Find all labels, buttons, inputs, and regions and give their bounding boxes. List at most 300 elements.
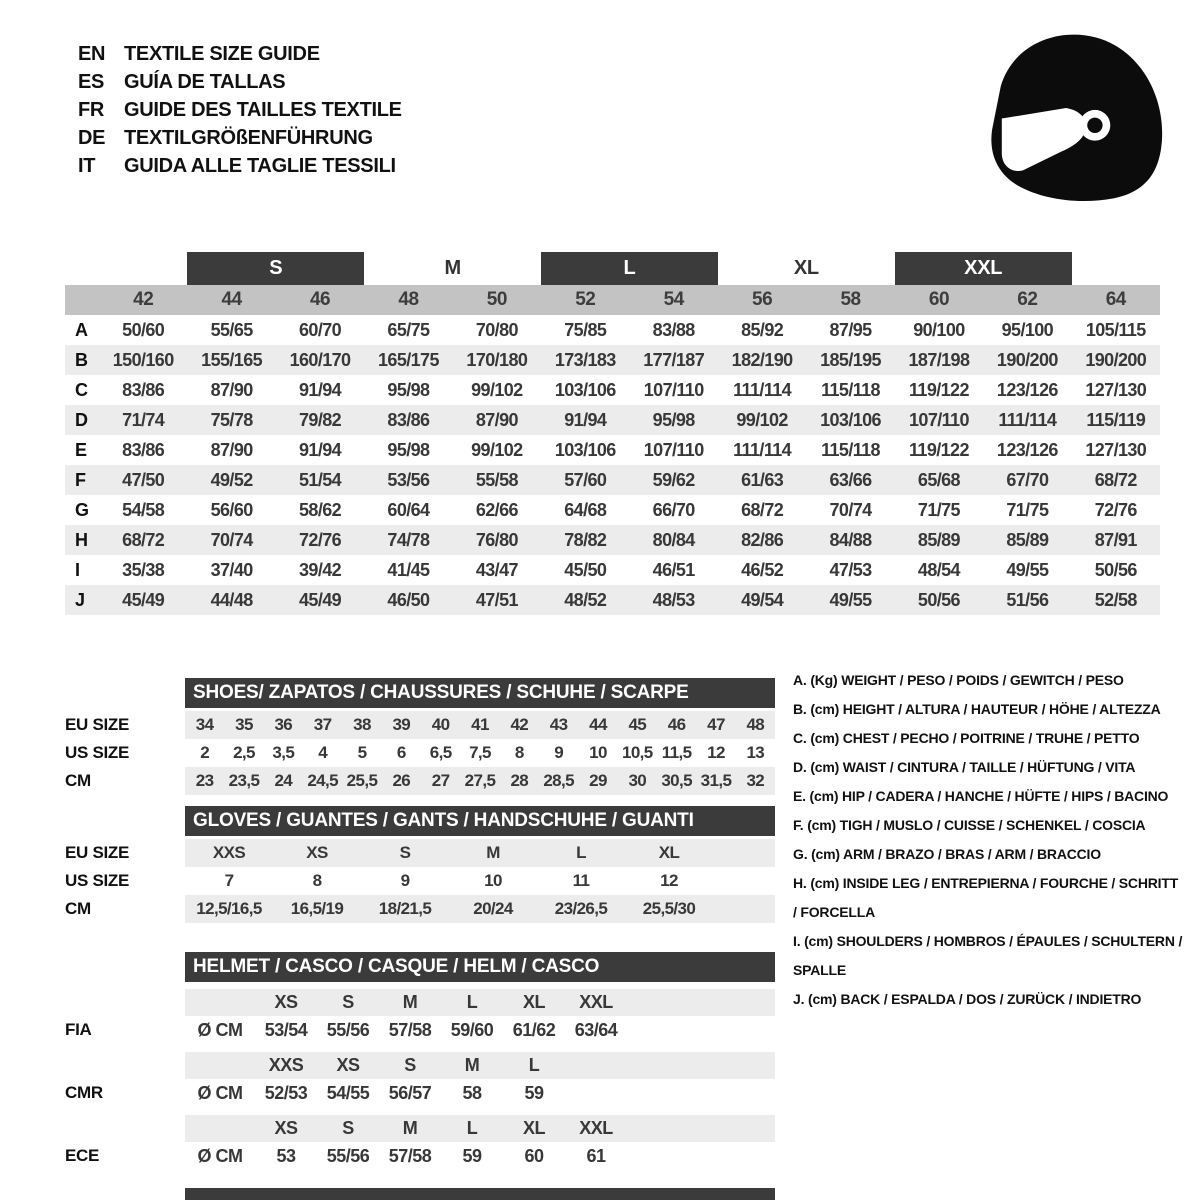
value-cell: 40 <box>431 715 450 734</box>
helmet-value-row <box>65 1016 775 1044</box>
size-value-cell: 50/56 <box>917 589 960 610</box>
value-cell: 8 <box>312 871 322 890</box>
helmet-size-header-row <box>65 989 775 1016</box>
size-value-cell: 47/51 <box>475 589 518 610</box>
size-value-cell: 71/75 <box>917 499 960 520</box>
helmet-standard-group <box>65 989 775 1044</box>
size-value-cell: 87/90 <box>210 379 253 400</box>
shoes-header <box>65 678 775 708</box>
size-value-cell: 103/106 <box>820 409 881 430</box>
size-value-cell: 51/54 <box>299 469 342 490</box>
legend-unit: (cm) <box>810 759 840 775</box>
size-value-cell: 55/65 <box>210 319 253 340</box>
legend-item <box>793 811 1183 840</box>
size-value-cell: 115/119 <box>1086 409 1146 430</box>
measure-letter: E <box>75 439 88 460</box>
size-column-header: 56 <box>752 289 773 310</box>
size-value-cell: 127/130 <box>1085 379 1147 400</box>
size-value-cell: 107/110 <box>643 439 704 460</box>
racing-helmet-icon <box>973 28 1165 211</box>
value-cell: 34 <box>195 715 214 734</box>
helmet-size-headers <box>185 1115 775 1142</box>
value-cell: 25,5 <box>346 771 378 790</box>
size-value-cell: 48/53 <box>652 589 695 610</box>
gloves-title-bar: GLOVES / GUANTES / GANTS / HANDSCHUHE / GUANTI <box>185 806 775 836</box>
size-group-s: S <box>187 252 364 285</box>
legend-text: WAIST / CINTURA / TAILLE / HÜFTUNG / VITA <box>842 759 1136 775</box>
size-value-cell: 91/94 <box>299 439 342 460</box>
legend-key: G. <box>793 846 808 862</box>
value-cell: 55/56 <box>326 1019 370 1040</box>
value-cell: 47 <box>707 715 725 734</box>
size-column-header: 60 <box>928 289 950 310</box>
size-value-cell: 103/106 <box>554 439 616 460</box>
helmet-size-headers <box>185 1052 775 1079</box>
size-value-cell: 48/52 <box>564 589 607 610</box>
size-value-cell: 182/190 <box>731 349 793 370</box>
helmet-size-header: XL <box>522 992 545 1012</box>
value-cell: 10 <box>484 871 502 890</box>
value-cell: M <box>486 843 500 862</box>
unit-label: Ø CM <box>197 1082 243 1103</box>
helmet-size-header: L <box>466 992 478 1012</box>
language-row <box>78 152 402 180</box>
legend-item <box>793 666 1183 695</box>
size-value-cell: 173/183 <box>554 349 616 370</box>
value-cell: 36 <box>274 715 293 734</box>
value-cell: 23,5 <box>228 771 260 790</box>
size-value-cell: 103/106 <box>554 379 616 400</box>
row-label: EU SIZE <box>65 715 130 734</box>
legend-item <box>793 840 1183 869</box>
size-value-cell: 68/72 <box>1094 469 1137 490</box>
size-value-cell: 119/122 <box>909 379 969 400</box>
helmet-standard-group <box>65 1115 775 1170</box>
size-table-row <box>65 345 1160 375</box>
size-value-cell: 50/60 <box>122 319 165 340</box>
size-value-cell: 65/75 <box>387 319 430 340</box>
legend-text: SHOULDERS / HOMBROS / ÉPAULES / SCHULTERN / SPALLE <box>793 933 1183 978</box>
size-value-cell: 60/64 <box>387 499 430 520</box>
size-value-cell: 44/48 <box>210 589 253 610</box>
legend-unit: (cm) <box>810 730 840 746</box>
legend-unit: (cm) <box>809 788 839 804</box>
size-group-xxl: XXL <box>895 252 1072 285</box>
helmet-values <box>185 1016 775 1044</box>
standard-label-spacer <box>65 1052 185 1079</box>
helmet-size-header: L <box>528 1055 540 1075</box>
size-value-cell: 99/102 <box>736 409 788 430</box>
size-table-row <box>65 525 1160 555</box>
standard-label-spacer <box>65 1115 185 1142</box>
value-cell: 52/53 <box>264 1082 308 1103</box>
helmet-size-header: L <box>466 1118 478 1138</box>
shoes-section <box>65 678 775 795</box>
standard-label-spacer <box>65 989 185 1016</box>
helmet-size-header: XXL <box>579 992 613 1012</box>
value-cell: 24,5 <box>307 771 338 790</box>
value-cell: 53 <box>276 1145 296 1166</box>
size-value-cell: 111/114 <box>998 409 1057 430</box>
legend-unit: (cm) <box>810 875 840 891</box>
size-value-cell: 74/78 <box>387 529 430 550</box>
legend-unit: (Kg) <box>810 672 838 688</box>
size-value-cell: 155/165 <box>201 349 263 370</box>
size-value-cell: 55/58 <box>475 469 518 490</box>
size-value-cell: 83/86 <box>122 439 165 460</box>
size-value-cell: 85/92 <box>741 319 784 340</box>
row-label: CM <box>65 771 91 790</box>
size-column-header: 44 <box>221 289 242 310</box>
value-cell: 28,5 <box>543 771 574 790</box>
size-value-cell: 37/40 <box>210 559 253 580</box>
legend-key: A. <box>793 672 807 688</box>
size-value-cell: 66/70 <box>652 499 695 520</box>
size-column-header: 62 <box>1017 289 1038 310</box>
size-value-cell: 68/72 <box>122 529 165 550</box>
size-value-cell: 71/75 <box>1006 499 1049 520</box>
value-cell: S <box>399 843 411 862</box>
size-column-header: 46 <box>309 289 331 310</box>
size-value-cell: 63/66 <box>829 469 872 490</box>
row-values <box>185 839 775 867</box>
size-group-m: M <box>444 257 461 279</box>
size-value-cell: 85/89 <box>1006 529 1049 550</box>
size-group-l: L <box>541 252 718 285</box>
header-corner-cell <box>65 285 99 315</box>
value-cell: 58 <box>462 1082 482 1103</box>
size-value-cell: 127/130 <box>1085 439 1147 460</box>
textile-size-table <box>65 252 1160 615</box>
size-value-cell: 83/86 <box>122 379 165 400</box>
size-value-cell: 99/102 <box>471 439 523 460</box>
value-cell: 41 <box>471 715 489 734</box>
language-code: IT <box>78 154 96 177</box>
bottom-partial-bar <box>185 1188 775 1200</box>
size-value-cell: 58/62 <box>299 499 342 520</box>
row-values <box>185 711 775 739</box>
value-cell: 30,5 <box>661 771 692 790</box>
size-value-cell: 95/98 <box>652 409 695 430</box>
legend-key: I. <box>793 933 801 949</box>
size-value-cell: 45/50 <box>564 559 607 580</box>
helmet-size-header: XS <box>274 1118 298 1138</box>
gloves-row <box>65 839 775 867</box>
size-value-cell: 75/78 <box>210 409 253 430</box>
size-value-cell: 123/126 <box>996 439 1058 460</box>
row-label: US SIZE <box>65 871 130 890</box>
value-cell: 60 <box>524 1145 544 1166</box>
value-cell: 29 <box>589 771 607 790</box>
legend-text: HEIGHT / ALTURA / HAUTEUR / HÖHE / ALTEZZA <box>842 701 1161 717</box>
helmet-size-header: S <box>404 1055 416 1075</box>
unit-spacer <box>185 1115 255 1142</box>
size-value-cell: 177/187 <box>643 349 705 370</box>
value-cell: 28 <box>510 771 529 790</box>
size-column-header-row <box>65 285 1160 315</box>
size-column-header: 50 <box>486 289 507 310</box>
size-value-cell: 165/175 <box>378 349 439 370</box>
language-row <box>78 68 402 96</box>
size-value-cell: 60/70 <box>299 319 342 340</box>
measure-letter: B <box>75 349 88 370</box>
helmet-values <box>185 1142 775 1170</box>
value-cell: 11,5 <box>661 743 692 762</box>
size-value-cell: 80/84 <box>652 529 695 550</box>
size-value-cell: 78/82 <box>564 529 607 550</box>
size-value-cell: 75/85 <box>564 319 607 340</box>
size-value-cell: 72/76 <box>299 529 342 550</box>
row-values <box>185 895 775 923</box>
legend-text: WEIGHT / PESO / POIDS / GEWITCH / PESO <box>841 672 1124 688</box>
size-table-row <box>65 405 1160 435</box>
size-value-cell: 65/68 <box>917 469 960 490</box>
value-cell: 10 <box>589 743 607 762</box>
value-cell: 2 <box>200 743 210 762</box>
value-cell: 7 <box>224 871 234 890</box>
legend-unit: (cm) <box>804 933 833 949</box>
size-value-cell: 187/198 <box>908 349 970 370</box>
value-cell: 4 <box>318 743 328 762</box>
size-value-cell: 107/110 <box>643 379 704 400</box>
size-value-cell: 115/118 <box>821 439 880 460</box>
legend-item <box>793 724 1183 753</box>
standard-label: ECE <box>65 1146 100 1165</box>
value-cell: 53/54 <box>264 1019 308 1040</box>
value-cell: 57/58 <box>388 1145 432 1166</box>
legend-key: D. <box>793 759 807 775</box>
language-row <box>78 40 402 68</box>
helmet-size-header: M <box>402 1118 418 1138</box>
language-code: FR <box>78 98 105 121</box>
legend-item <box>793 753 1183 782</box>
size-column-header: 64 <box>1105 289 1126 310</box>
size-value-cell: 82/86 <box>741 529 784 550</box>
helmet-size-header-row <box>65 1115 775 1142</box>
shoes-row <box>65 739 775 767</box>
value-cell: 5 <box>357 743 367 762</box>
size-value-cell: 85/89 <box>917 529 960 550</box>
value-cell: 6 <box>396 743 406 762</box>
value-cell: 10,5 <box>621 743 653 762</box>
legend-key: H. <box>793 875 807 891</box>
size-value-cell: 185/195 <box>820 349 881 370</box>
value-cell: 44 <box>589 715 607 734</box>
value-cell: L <box>576 843 586 862</box>
unit-label: Ø CM <box>197 1019 243 1040</box>
language-code: DE <box>78 126 106 149</box>
legend-item <box>793 927 1183 985</box>
size-value-cell: 87/91 <box>1094 529 1137 550</box>
value-cell: 61 <box>586 1145 606 1166</box>
legend-text: INSIDE LEG / ENTREPIERNA / FOURCHE / SCHRITT / FORCELLA <box>793 875 1179 920</box>
size-table-row <box>65 315 1160 345</box>
value-cell: 23 <box>195 771 214 790</box>
helmet-size-headers <box>185 989 775 1016</box>
value-cell: 6,5 <box>429 743 452 762</box>
size-value-cell: 150/160 <box>112 349 174 370</box>
row-label: EU SIZE <box>65 843 130 862</box>
language-title: GUIDA ALLE TAGLIE TESSILI <box>124 154 396 177</box>
measure-letter: I <box>75 559 81 580</box>
size-value-cell: 64/68 <box>564 499 607 520</box>
standard-label: CMR <box>65 1083 103 1102</box>
language-title: GUÍA DE TALLAS <box>124 70 286 93</box>
value-cell: 13 <box>746 743 765 762</box>
value-cell: XXS <box>212 843 246 862</box>
measure-letter: C <box>75 379 88 400</box>
helmet-size-header: S <box>342 1118 354 1138</box>
value-cell: 42 <box>510 715 529 734</box>
value-cell: 24 <box>274 771 293 790</box>
legend-text: BACK / ESPALDA / DOS / ZURÜCK / INDIETRO <box>840 991 1142 1007</box>
value-cell: 59/60 <box>450 1019 494 1040</box>
value-cell: 57/58 <box>388 1019 432 1040</box>
value-cell: 61/62 <box>512 1019 556 1040</box>
size-value-cell: 54/58 <box>122 499 165 520</box>
size-value-cell: 111/114 <box>733 379 792 400</box>
header-spacer <box>65 952 185 982</box>
size-value-cell: 72/76 <box>1094 499 1137 520</box>
unit-spacer <box>185 989 255 1016</box>
size-group-xl: XL <box>793 257 819 279</box>
language-code: EN <box>78 42 106 65</box>
value-cell: 9 <box>554 743 564 762</box>
size-value-cell: 49/55 <box>1006 559 1049 580</box>
size-value-cell: 45/49 <box>299 589 342 610</box>
size-group-header-row <box>65 252 1160 285</box>
value-cell: 59 <box>462 1145 482 1166</box>
value-cell: 54/55 <box>326 1082 370 1103</box>
legend-key: F. <box>793 817 804 833</box>
size-value-cell: 45/49 <box>122 589 165 610</box>
size-value-cell: 48/54 <box>917 559 960 580</box>
size-value-cell: 99/102 <box>471 379 523 400</box>
language-title: TEXTILGRÖßENFÜHRUNG <box>124 126 373 149</box>
gloves-row <box>65 895 775 923</box>
size-value-cell: 59/62 <box>652 469 695 490</box>
value-cell: 63/64 <box>574 1019 618 1040</box>
helmet-size-header: XXS <box>268 1055 304 1075</box>
size-table-body <box>65 315 1160 615</box>
helmet-size-header: M <box>464 1055 480 1075</box>
header-spacer <box>65 678 185 708</box>
size-value-cell: 115/118 <box>821 379 880 400</box>
gloves-rows <box>65 839 775 923</box>
size-value-cell: 70/74 <box>210 529 253 550</box>
value-cell: XS <box>306 843 328 862</box>
size-value-cell: 68/72 <box>741 499 784 520</box>
size-value-cell: 61/63 <box>741 469 784 490</box>
size-value-cell: 84/88 <box>829 529 872 550</box>
helmet-values <box>185 1079 775 1107</box>
value-cell: 56/57 <box>388 1082 432 1103</box>
lower-tables <box>65 678 775 1178</box>
legend-item <box>793 695 1183 724</box>
size-value-cell: 160/170 <box>289 349 351 370</box>
size-value-cell: 51/56 <box>1006 589 1049 610</box>
size-value-cell: 47/53 <box>829 559 872 580</box>
legend-text: TIGH / MUSLO / CUISSE / SCHENKEL / COSCIA <box>839 817 1146 833</box>
header-spacer <box>65 806 185 836</box>
helmet-size-header: M <box>402 992 418 1012</box>
row-values <box>185 739 775 767</box>
size-value-cell: 49/52 <box>210 469 253 490</box>
measure-letter: H <box>75 529 88 550</box>
size-value-cell: 170/180 <box>466 349 528 370</box>
value-cell: 43 <box>549 715 568 734</box>
value-cell: 7,5 <box>469 743 491 762</box>
value-cell: 23/26,5 <box>554 899 608 918</box>
size-value-cell: 87/95 <box>829 319 872 340</box>
size-value-cell: 91/94 <box>299 379 342 400</box>
size-column-header: 54 <box>663 289 684 310</box>
size-value-cell: 39/42 <box>299 559 342 580</box>
legend-unit: (cm) <box>807 817 836 833</box>
value-cell: 25,5/30 <box>642 899 696 918</box>
value-cell: 20/24 <box>473 899 513 918</box>
value-cell: 31,5 <box>700 771 732 790</box>
helmet-size-header-row <box>65 1052 775 1079</box>
size-value-cell: 87/90 <box>210 439 253 460</box>
size-column-header: 52 <box>575 289 596 310</box>
value-cell: 12,5/16,5 <box>196 899 262 918</box>
helmet-size-header: XXL <box>579 1118 613 1138</box>
standard-label: FIA <box>65 1020 92 1039</box>
size-value-cell: 49/55 <box>829 589 872 610</box>
value-cell: 11 <box>572 871 590 890</box>
size-value-cell: 91/94 <box>564 409 607 430</box>
size-value-cell: 47/50 <box>122 469 165 490</box>
size-value-cell: 46/52 <box>741 559 784 580</box>
helmet-size-header: XL <box>522 1118 545 1138</box>
helmet-size-header: XS <box>274 992 298 1012</box>
helmet-size-header: S <box>342 992 354 1012</box>
value-cell: 8 <box>514 743 524 762</box>
measure-letter: A <box>75 319 88 340</box>
size-value-cell: 43/47 <box>475 559 518 580</box>
language-code: ES <box>78 70 105 93</box>
size-value-cell: 67/70 <box>1006 469 1049 490</box>
value-cell: 45 <box>628 715 647 734</box>
size-value-cell: 90/100 <box>913 319 965 340</box>
size-value-cell: 49/54 <box>741 589 784 610</box>
size-value-cell: 57/60 <box>564 469 607 490</box>
legend-unit: (cm) <box>807 991 837 1007</box>
measure-letter: F <box>75 469 86 490</box>
size-value-cell: 70/74 <box>829 499 872 520</box>
size-column-header: 42 <box>133 289 154 310</box>
row-label: CM <box>65 899 91 918</box>
size-value-cell: 35/38 <box>122 559 165 580</box>
value-cell: 18/21,5 <box>378 899 432 918</box>
value-cell: 12 <box>707 743 725 762</box>
value-cell: 30 <box>628 771 647 790</box>
size-value-cell: 95/98 <box>387 379 430 400</box>
value-cell: 3,5 <box>272 743 295 762</box>
size-value-cell: 83/86 <box>387 409 430 430</box>
size-value-cell: 105/115 <box>1085 319 1146 340</box>
value-cell: 9 <box>400 871 410 890</box>
size-column-header: 58 <box>840 289 861 310</box>
legend-item <box>793 782 1183 811</box>
size-table-row <box>65 495 1160 525</box>
size-value-cell: 56/60 <box>210 499 253 520</box>
gloves-section <box>65 806 775 923</box>
size-value-cell: 95/100 <box>1001 319 1054 340</box>
value-cell: XL <box>658 843 680 862</box>
measurement-legend <box>793 666 1183 1014</box>
